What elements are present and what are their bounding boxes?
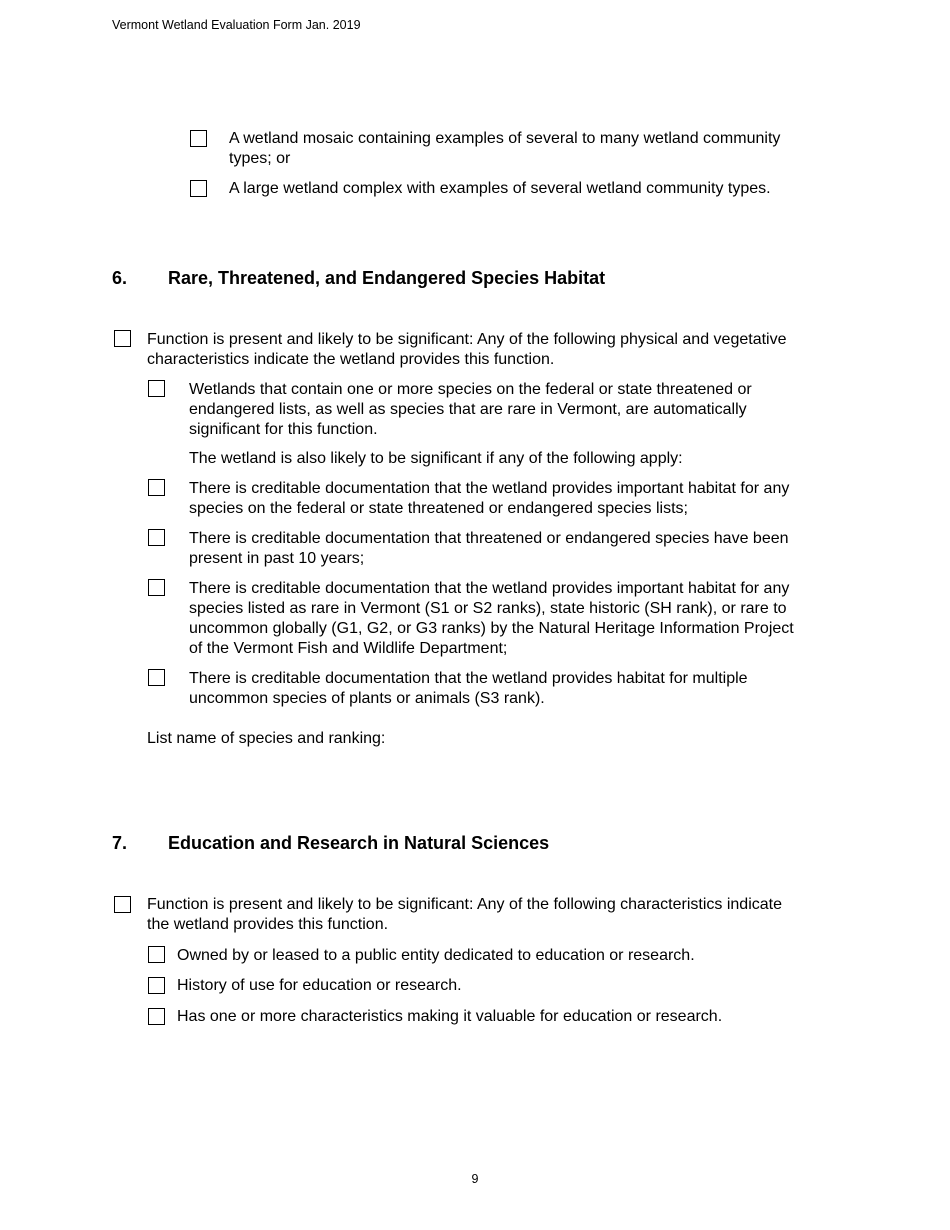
s6-listed-species-checkbox[interactable]	[148, 380, 165, 397]
section-6-function-text: Function is present and likely to be significant: Any of the following physical and vegetative characteristics indicate the wetland provides this function.	[147, 331, 787, 368]
wetland-complex-checkbox[interactable]	[190, 180, 207, 197]
s6-rare-habitat-text: There is creditable documentation that the wetland provides important habitat for any species listed as rare in Vermont (S1 or S2 ranks), state historic (SH rank), or rare to uncommon globally (G1, G2, or G3 ranks) by the Natural Heritage Information Project of the Vermont Fish and Wildlife Department;	[189, 580, 794, 657]
s7-public-entity-checkbox[interactable]	[148, 946, 165, 963]
s7-valuable-characteristics-checkbox[interactable]	[148, 1008, 165, 1025]
s6-species-present-text: There is creditable documentation that threatened or endangered species have been present in past 10 years;	[189, 530, 789, 567]
s6-also-significant-text: The wetland is also likely to be significant if any of the following apply:	[189, 450, 683, 467]
section-7-function-checkbox[interactable]	[114, 896, 131, 913]
section-6-number: 6.	[112, 268, 128, 288]
section-6-title: Rare, Threatened, and Endangered Species Habitat	[168, 268, 606, 288]
section-7-title: Education and Research in Natural Sciences	[168, 833, 550, 853]
document-header: Vermont Wetland Evaluation Form Jan. 2019	[112, 18, 361, 32]
s7-history-of-use-text: History of use for education or research.	[177, 977, 462, 994]
s6-listed-species-text: Wetlands that contain one or more species on the federal or state threatened or endangered lists, as well as species that are rare in Vermont, are automatically significant for this function.	[189, 381, 752, 438]
wetland-complex-text: A large wetland complex with examples of several wetland community types.	[229, 180, 771, 197]
wetland-mosaic-text: A wetland mosaic containing examples of several to many wetland community types; or	[229, 130, 781, 167]
s6-uncommon-species-text: There is creditable documentation that the wetland provides habitat for multiple uncommon species of plants or animals (S3 rank).	[189, 670, 748, 707]
wetland-mosaic-checkbox[interactable]	[190, 130, 207, 147]
page-number: 9	[471, 1172, 479, 1186]
s7-history-of-use-checkbox[interactable]	[148, 977, 165, 994]
s6-species-present-checkbox[interactable]	[148, 529, 165, 546]
s6-species-list-label: List name of species and ranking:	[147, 730, 386, 747]
s6-rare-habitat-checkbox[interactable]	[148, 579, 165, 596]
s6-documented-habitat-text: There is creditable documentation that the wetland provides important habitat for any species on the federal or state threatened or endangered species lists;	[189, 480, 790, 517]
section-7-number: 7.	[112, 833, 128, 853]
s7-public-entity-text: Owned by or leased to a public entity dedicated to education or research.	[177, 947, 695, 964]
s7-valuable-characteristics-text: Has one or more characteristics making it valuable for education or research.	[177, 1008, 723, 1025]
section-6-function-checkbox[interactable]	[114, 330, 131, 347]
s6-documented-habitat-checkbox[interactable]	[148, 479, 165, 496]
s6-uncommon-species-checkbox[interactable]	[148, 669, 165, 686]
section-7-function-text: Function is present and likely to be significant: Any of the following characteristics indicate the wetland provides this function.	[147, 896, 782, 933]
